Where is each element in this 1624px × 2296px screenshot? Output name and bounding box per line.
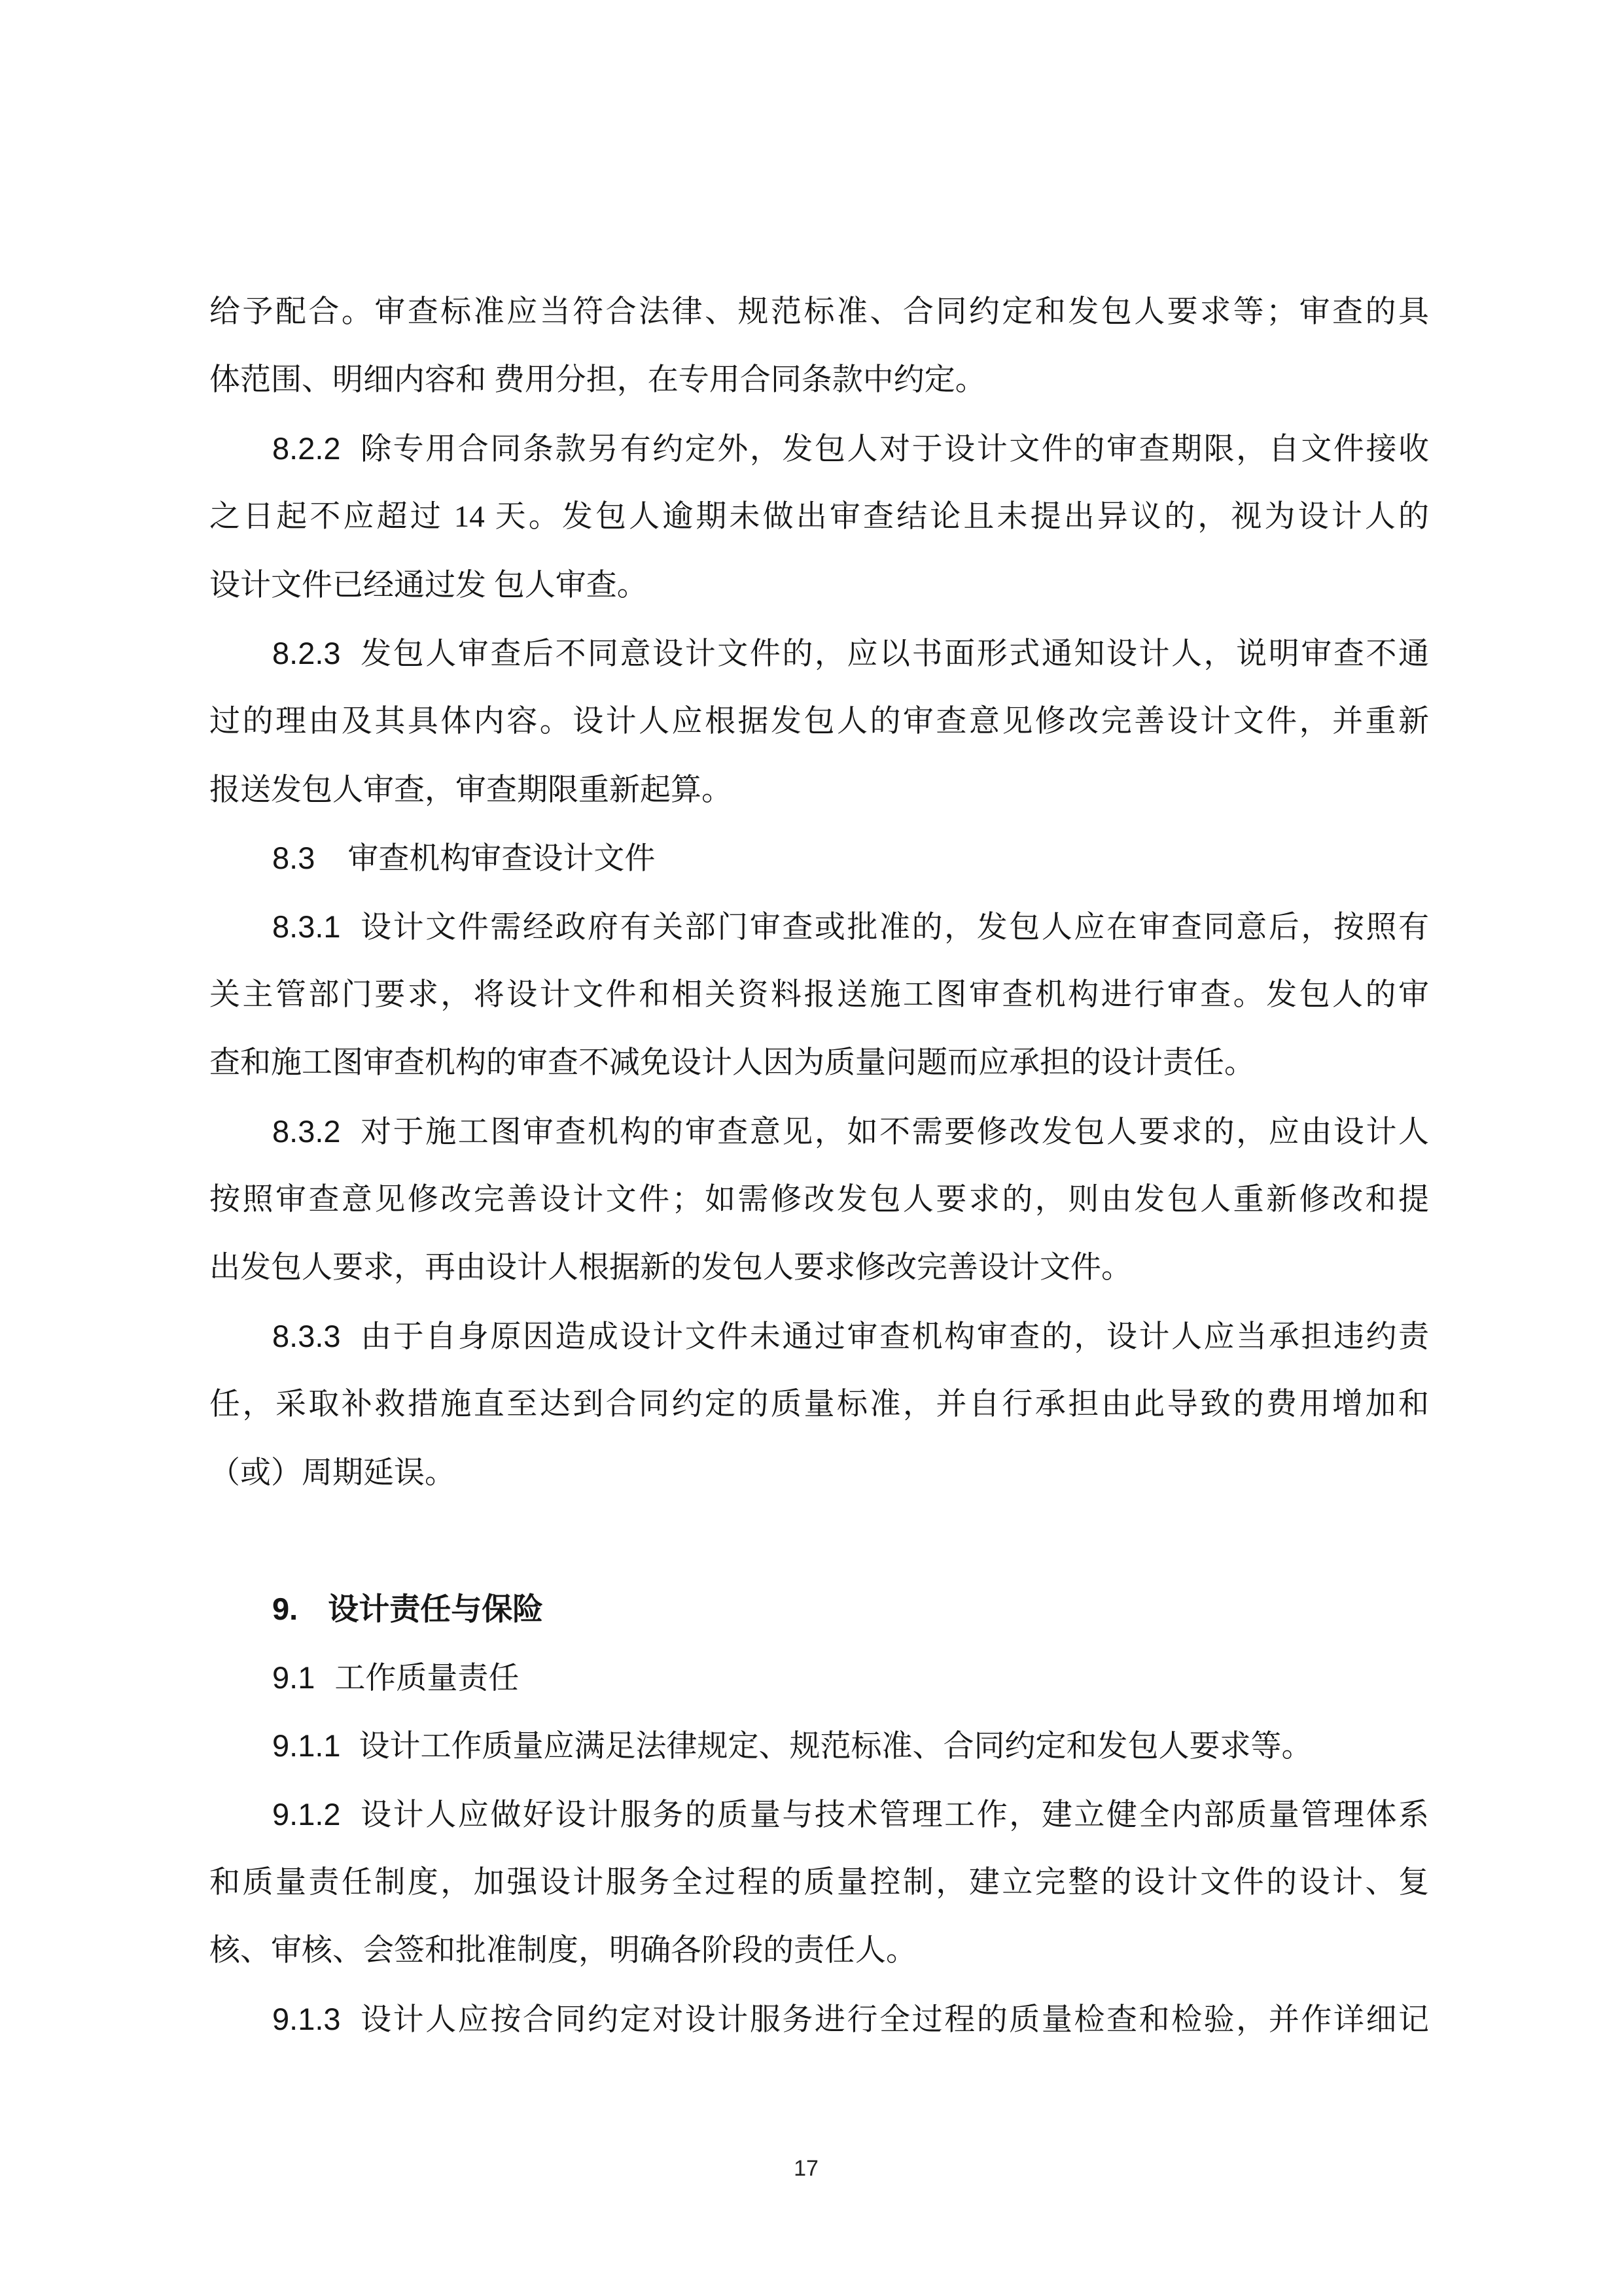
paragraph-continued — [209, 278, 1429, 415]
clause-first-line — [209, 1302, 1429, 1370]
clause-first-line — [209, 1098, 1429, 1166]
text-line: 之日起不应超过 14 天。发包人逾期未做出审查结论且未提出异议的，视为设计人的 — [209, 500, 1429, 534]
text-line: 核、审核、会签和批准制度，明确各阶段的责任人。 — [209, 1934, 917, 1968]
section-number: 9.1 — [272, 1660, 315, 1695]
text-line: 出发包人要求，再由设计人根据新的发包人要求修改完善设计文件。 — [209, 1251, 1132, 1285]
section-title: 设计责任与保险 — [328, 1593, 544, 1627]
text-line: 由于自身原因造成设计文件未通过审查机构审查的，设计人应当承担违约责 — [359, 1319, 1429, 1354]
section-title: 工作质量责任 — [334, 1661, 520, 1696]
text-line: 给予配合。审查标准应当符合法律、规范标准、合同约定和发包人要求等；审查的具 — [209, 295, 1429, 329]
text-line: 报送发包人审查，审查期限重新起算。 — [209, 773, 732, 807]
clause-9-1-1 — [209, 1712, 1429, 1780]
clause-first-line — [209, 893, 1429, 961]
clause-8-2-3 — [209, 619, 1429, 824]
text-line: （或）周期延误。 — [209, 1455, 455, 1490]
clause-number: 9.1.2 — [272, 1796, 341, 1832]
text-line: 除专用合同条款另有约定外，发包人对于设计文件的审查期限，自文件接收 — [359, 432, 1429, 466]
clause-8-3-1 — [209, 893, 1429, 1098]
clause-9-1-3 — [209, 1985, 1429, 2053]
section-heading-9 — [209, 1575, 1429, 1643]
text-line: 体范围、明细内容和 费用分担，在专用合同条款中约定。 — [209, 363, 986, 398]
clause-8-2-2 — [209, 415, 1429, 619]
text-line: 设计人应按合同约定对设计服务进行全过程的质量检查和检验，并作详细记 — [359, 2002, 1429, 2037]
clause-number: 8.2.2 — [272, 430, 341, 466]
text-line: 设计人应做好设计服务的质量与技术管理工作，建立健全内部质量管理体系 — [359, 1798, 1429, 1832]
subsection-heading-9-1 — [209, 1644, 1429, 1712]
clause-number: 9.1.3 — [272, 2001, 341, 2036]
text-line: 按照审查意见修改完善设计文件；如需修改发包人要求的，则由发包人重新修改和提 — [209, 1183, 1429, 1217]
text-line: 设计工作质量应满足法律规定、规范标准、合同约定和发包人要求等。 — [359, 1730, 1313, 1764]
text-line: 关主管部门要求，将设计文件和相关资料报送施工图审查机构进行审查。发包人的审 — [209, 977, 1429, 1012]
section-title: 审查机构审查设计文件 — [347, 842, 656, 877]
subsection-heading-8-3 — [209, 824, 1429, 892]
clause-number: 8.3.2 — [272, 1113, 341, 1149]
page-body — [209, 278, 1429, 2053]
text-line: 发包人审查后不同意设计文件的，应以书面形式通知设计人，说明审查不通 — [359, 636, 1429, 671]
clause-number: 8.3.1 — [272, 909, 341, 944]
section-number: 9. — [272, 1592, 298, 1627]
text-line: 和质量责任制度，加强设计服务全过程的质量控制，建立完整的设计文件的设计、复 — [209, 1865, 1429, 1900]
text-line: 设计文件已经通过发 包人审查。 — [209, 568, 648, 602]
clause-number: 8.2.3 — [272, 635, 341, 670]
text-line: 设计文件需经政府有关部门审查或批准的，发包人应在审查同意后，按照有 — [359, 910, 1429, 945]
page-number: 17 — [794, 2156, 819, 2181]
text-line: 对于施工图审查机构的审查意见，如不需要修改发包人要求的，应由设计人 — [359, 1115, 1429, 1149]
clause-8-3-2 — [209, 1098, 1429, 1302]
clause-first-line — [209, 1985, 1429, 2053]
section-number: 8.3 — [272, 841, 315, 876]
clause-first-line — [209, 619, 1429, 687]
text-line: 任，采取补救措施直至达到合同约定的质量标准，并自行承担由此导致的费用增加和 — [209, 1387, 1429, 1422]
text-line: 过的理由及其具体内容。设计人应根据发包人的审查意见修改完善设计文件，并重新 — [209, 704, 1429, 739]
clause-first-line — [209, 1781, 1429, 1849]
clause-8-3-3 — [209, 1302, 1429, 1507]
clause-first-line — [209, 1712, 1429, 1780]
clause-number: 9.1.1 — [272, 1728, 341, 1764]
clause-first-line — [209, 415, 1429, 483]
clause-9-1-2 — [209, 1781, 1429, 1985]
clause-number: 8.3.3 — [272, 1318, 341, 1353]
text-line: 查和施工图审查机构的审查不减免设计人因为质量问题而应承担的设计责任。 — [209, 1046, 1255, 1081]
